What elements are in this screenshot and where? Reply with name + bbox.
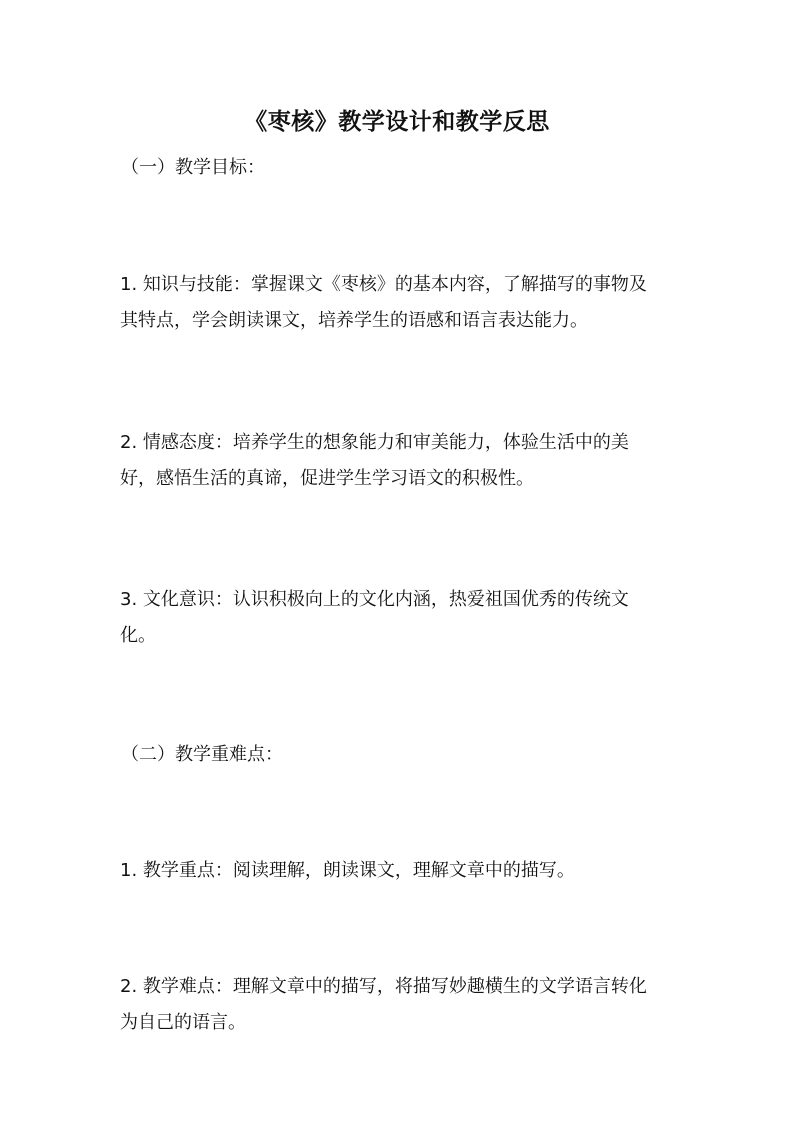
goal-3-line-2: 化。: [120, 625, 156, 646]
key-point-2-line-1: 2. 教学难点：理解文章中的描写，将描写妙趣横生的文学语言转化: [120, 976, 647, 997]
goal-1-line-1: 1. 知识与技能：掌握课文《枣核》的基本内容，了解描写的事物及: [120, 274, 647, 295]
document-title: 《枣核》教学设计和教学反思: [244, 109, 550, 135]
goal-2-line-2: 好，感悟生活的真谛，促进学生学习语文的积极性。: [120, 468, 534, 489]
key-point-2-line-2: 为自己的语言。: [120, 1012, 246, 1033]
section-heading-key-points: （二）教学重难点：: [121, 744, 283, 765]
goal-2-line-1: 2. 情感态度：培养学生的想象能力和审美能力，体验生活中的美: [120, 432, 629, 453]
goal-3-line-1: 3. 文化意识：认识积极向上的文化内涵，热爱祖国优秀的传统文: [120, 589, 629, 610]
goal-1-line-2: 其特点，学会朗读课文，培养学生的语感和语言表达能力。: [120, 310, 588, 331]
section-heading-teaching-goals: （一）教学目标：: [121, 157, 265, 178]
key-point-1-line-1: 1. 教学重点：阅读理解，朗读课文，理解文章中的描写。: [120, 860, 575, 881]
